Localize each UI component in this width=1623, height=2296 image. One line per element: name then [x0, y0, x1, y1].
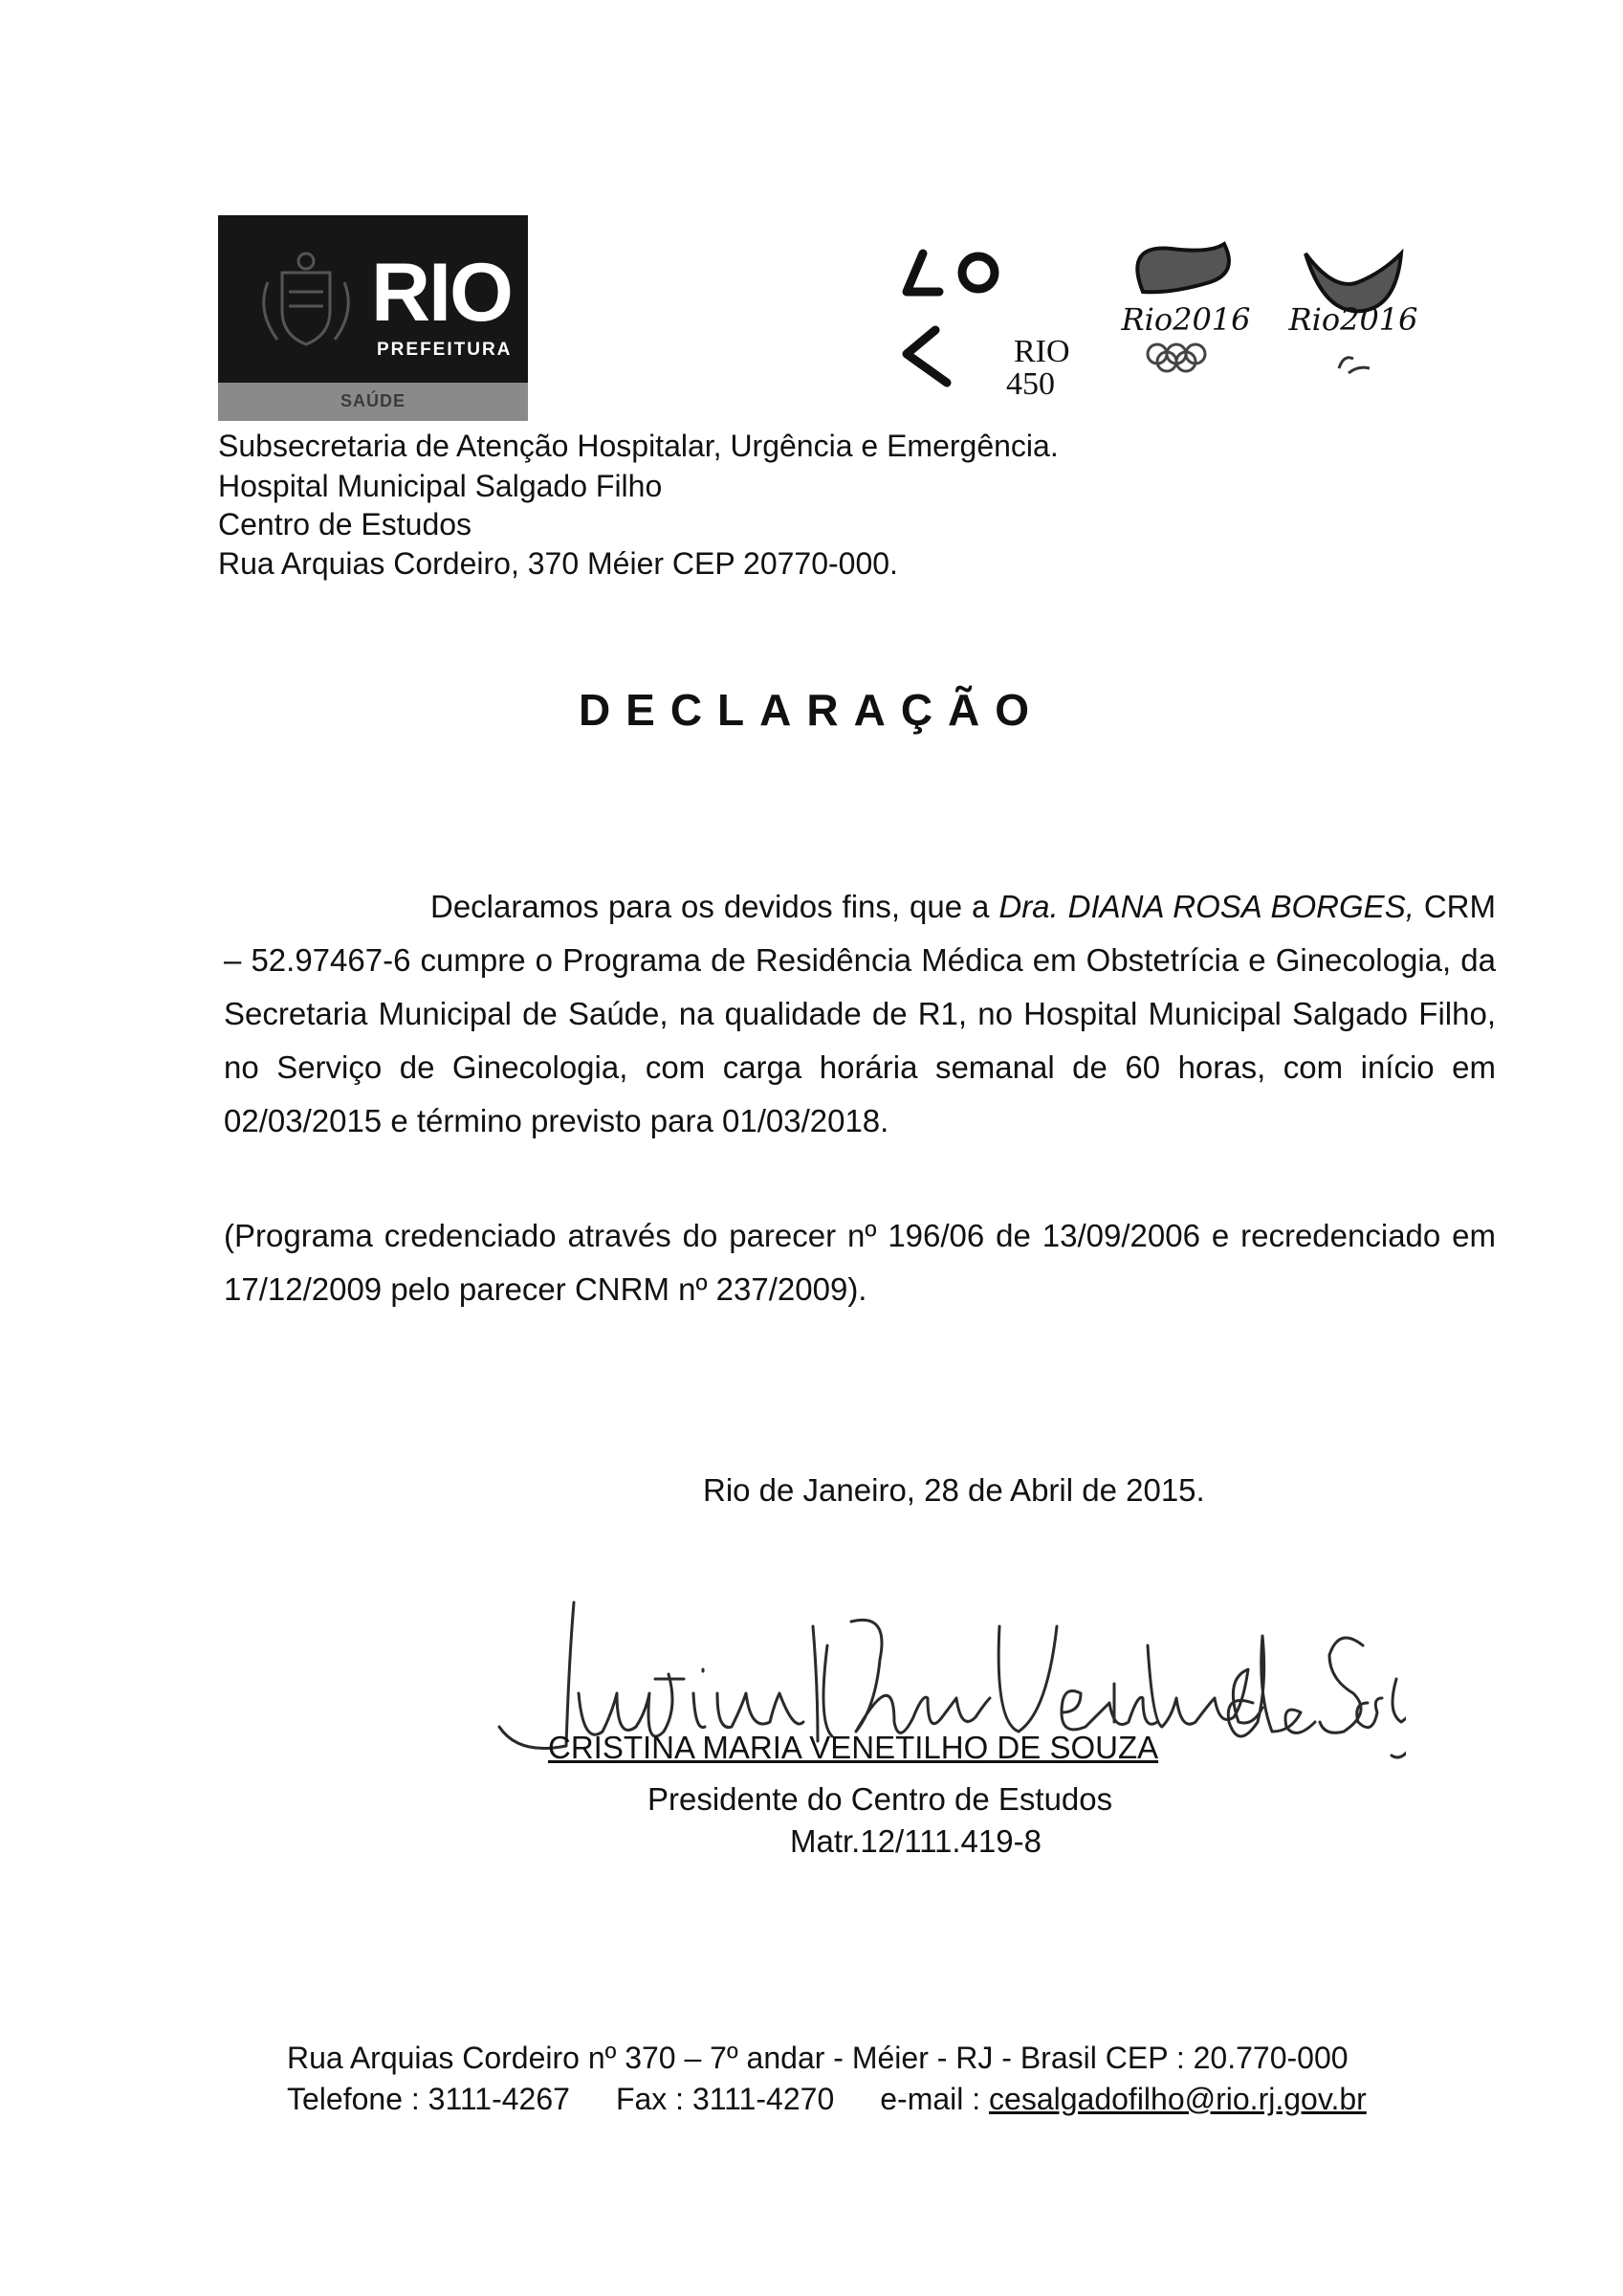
rio2016-olympic-logo — [1105, 234, 1272, 387]
footer-contact — [287, 2082, 1367, 2117]
rio-450-logo — [889, 239, 1100, 402]
declaration-details: CRM – 52.97467-6 cumpre o Programa de Residência Médica em Obstetrícia e Ginecologia, da Secretaria Municipal de Saúde, na qualidade de R1, no Hospital Municipal Salgado Filho, no Serviço de Ginecologia, com carga horária semanal de 60 horas, com início em 02/03/2015 e término previsto para 01/03/2018. — [224, 889, 1496, 1138]
declaration-intro: Declaramos para os devidos fins, que a — [430, 889, 999, 924]
logo-prefeitura-text: PREFEITURA — [377, 340, 513, 360]
footer-phone: Telefone : 3111-4267 — [287, 2082, 570, 2116]
program-accreditation-note: (Programa credenciado através do parecer nº 196/06 de 13/09/2006 e recredenciado em 17/12/2009 pelo parecer CNRM nº 237/2009). — [224, 1218, 1496, 1307]
footer-email-link[interactable]: cesalgadofilho@rio.rj.gov.br — [989, 2082, 1367, 2116]
logo-rio-text: RIO — [371, 247, 512, 339]
signer-role: Presidente do Centro de Estudos — [647, 1781, 1113, 1817]
city-coat-of-arms-icon — [249, 244, 363, 359]
header-line-centro: Centro de Estudos — [218, 507, 472, 541]
declaration-paragraph — [224, 880, 1496, 1148]
footer-address: Rua Arquias Cordeiro nº 370 – 7º andar - Méier - RJ - Brasil CEP : 20.770-000 — [287, 2041, 1349, 2075]
rio2016-paralympic-text: Rio2016 — [1288, 301, 1418, 338]
header-line-subsecretaria: Subsecretaria de Atenção Hospitalar, Urgência e Emergência. — [218, 429, 1059, 463]
signer-matricula: Matr.12/111.419-8 — [790, 1823, 1042, 1859]
resident-name: Dra. DIANA ROSA BORGES, — [998, 889, 1415, 924]
rio450-line1: RIO — [1014, 334, 1070, 369]
document-title: DECLARAÇÃO — [578, 685, 1045, 735]
header-line-hospital: Hospital Municipal Salgado Filho — [218, 469, 663, 503]
footer-fax: Fax : 3111-4270 — [615, 2082, 835, 2116]
rio2016-paralympic-logo — [1272, 234, 1439, 387]
prefeitura-rio-logo — [218, 215, 528, 421]
header-line-address: Rua Arquias Cordeiro, 370 Méier CEP 20770-000. — [218, 546, 898, 581]
signer-name: CRISTINA MARIA VENETILHO DE SOUZA — [548, 1730, 1159, 1765]
rio450-line2: 450 — [1006, 366, 1055, 402]
rio2016-olympic-text: Rio2016 — [1121, 301, 1251, 338]
date-line: Rio de Janeiro, 28 de Abril de 2015. — [703, 1472, 1205, 1508]
logo-saude-text: SAÚDE — [340, 391, 406, 410]
footer-email-label: e-mail : — [880, 2082, 990, 2116]
